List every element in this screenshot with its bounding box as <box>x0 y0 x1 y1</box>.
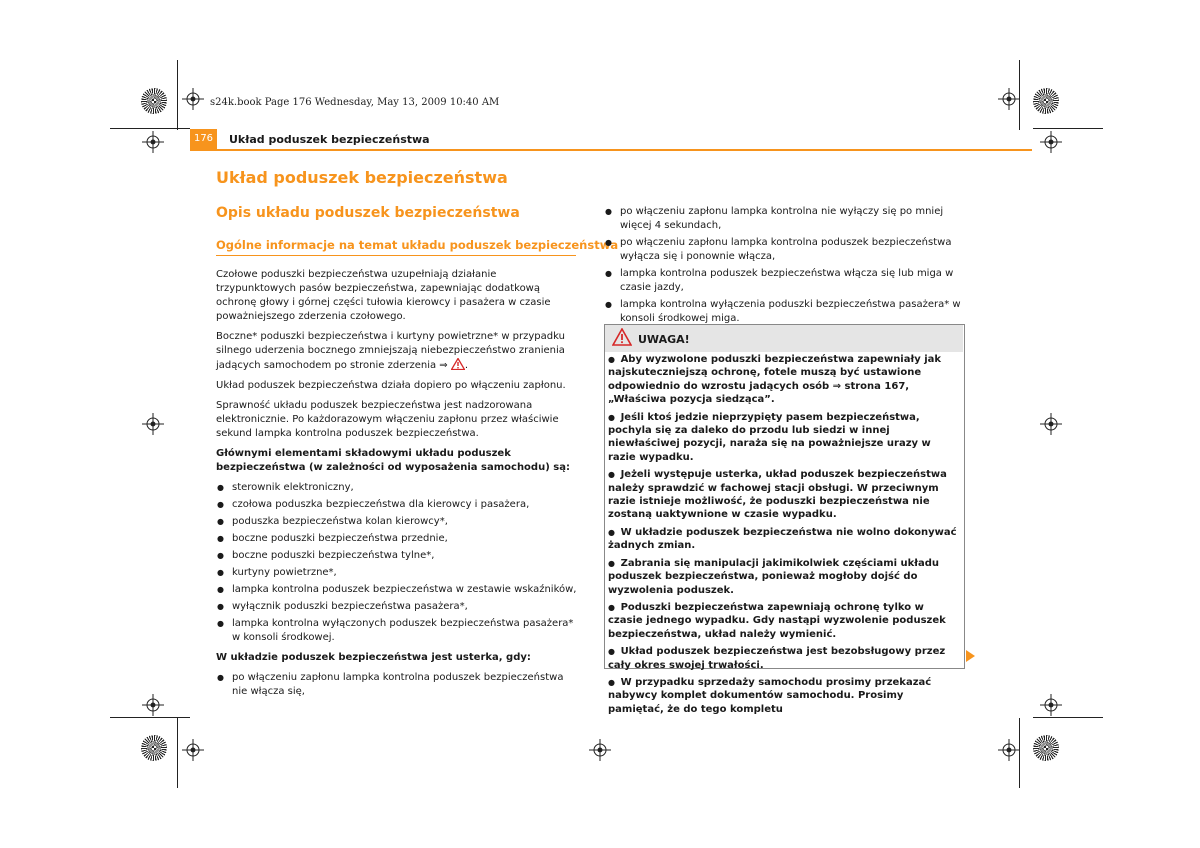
list-item: ● lampka kontrolna wyłączonych poduszek bezpieczeństwa pasażera* w konsoli środkowej. <box>216 617 578 645</box>
book-info: s24k.book Page 176 Wednesday, May 13, 2009 10:40 AM <box>210 97 500 108</box>
crosshair-mark <box>182 88 204 110</box>
crosshair-mark <box>1040 694 1062 716</box>
list-item: ● boczne poduszki bezpieczeństwa przednie, <box>216 532 578 546</box>
list-item: ● po włączeniu zapłonu lampka kontrolna nie wyłączy się po mniej więcej 4 sekundach, <box>604 205 966 233</box>
paragraph: Boczne* poduszki bezpieczeństwa i kurtyny powietrzne* w przypadku silnego uderzenia bocznego zmniejszają niebezpieczeństwo zranienia jadących samochodem po stronie zderzenia ⇒ . <box>216 331 565 371</box>
warning-item: ● Aby wyzwolone poduszki bezpieczeństwa zapewniały jak najskuteczniejszą ochronę, fotele muszą być ustawione odpowiednio do wzrostu jadących osób ⇒ strona 167, „Właściwa pozycja siedząca”. <box>608 353 960 407</box>
right-column <box>604 205 966 332</box>
crosshair-mark <box>1040 131 1062 153</box>
crosshair-mark <box>998 739 1020 761</box>
list-item: ● sterownik elektroniczny, <box>216 481 578 495</box>
warning-item: ● Układ poduszek bezpieczeństwa jest bezobsługowy przez cały okres swojej trwałości. <box>608 645 960 672</box>
page-number: 176 <box>193 133 214 144</box>
left-column <box>216 268 578 705</box>
warning-text <box>608 353 960 720</box>
registration-rosette <box>1033 735 1059 761</box>
crosshair-mark <box>589 739 611 761</box>
list-item: ● czołowa poduszka bezpieczeństwa dla kierowcy i pasażera, <box>216 498 578 512</box>
list-item: ● boczne poduszki bezpieczeństwa tylne*, <box>216 549 578 563</box>
crosshair-mark <box>142 131 164 153</box>
registration-rosette <box>141 88 167 114</box>
warning-item: ● W układzie poduszek bezpieczeństwa nie wolno dokonywać żadnych zmian. <box>608 526 960 553</box>
paragraph: Układ poduszek bezpieczeństwa działa dopiero po włączeniu zapłonu. <box>216 380 566 391</box>
paragraph: Czołowe poduszki bezpieczeństwa uzupełniają działanie trzypunktowych pasów bezpieczeństwa, zapewniając dodatkową ochronę głowy i górnej części tułowia kierowcy i pasażera w czasie poważniejszego zderzenia czołowego. <box>216 269 551 322</box>
components-list <box>216 481 578 645</box>
registration-rosette <box>1033 88 1059 114</box>
running-header: Układ poduszek bezpieczeństwa <box>229 133 430 146</box>
components-heading: Głównymi elementami składowymi układu poduszek bezpieczeństwa (w zależności od wyposażenia samochodu) są: <box>216 448 570 473</box>
crosshair-mark <box>182 739 204 761</box>
crosshair-mark <box>142 694 164 716</box>
warning-item: ● W przypadku sprzedaży samochodu prosimy przekazać nabywcy komplet dokumentów samochodu. Prosimy pamiętać, że do tego kompletu <box>608 676 960 716</box>
list-item: ● lampka kontrolna wyłączenia poduszki bezpieczeństwa pasażera* w konsoli środkowej miga. <box>604 298 966 326</box>
fault-list <box>216 671 578 699</box>
chapter-title: Układ poduszek bezpieczeństwa <box>216 168 508 187</box>
section-title: Opis układu poduszek bezpieczeństwa <box>216 205 520 221</box>
list-item: ● po włączeniu zapłonu lampka kontrolna poduszek bezpieczeństwa wyłącza się i ponownie włącza, <box>604 236 966 264</box>
fault-list-continued <box>604 205 966 326</box>
list-item: ● lampka kontrolna poduszek bezpieczeństwa włącza się lub miga w czasie jazdy, <box>604 267 966 295</box>
list-item: ● po włączeniu zapłonu lampka kontrolna poduszek bezpieczeństwa nie włącza się, <box>216 671 578 699</box>
list-item: ● poduszka bezpieczeństwa kolan kierowcy*, <box>216 515 578 529</box>
subsection-rule <box>216 255 576 256</box>
paragraph: Sprawność układu poduszek bezpieczeństwa jest nadzorowana elektronicznie. Po każdorazowym włączeniu zapłonu przez właściwie sekund lampka kontrolna poduszek bezpieczeństwa. <box>216 400 559 439</box>
list-item: ● lampka kontrolna poduszek bezpieczeństwa w zestawie wskaźników, <box>216 583 578 597</box>
crosshair-mark <box>142 413 164 435</box>
fault-heading: W układzie poduszek bezpieczeństwa jest usterka, gdy: <box>216 652 531 663</box>
warning-triangle-icon <box>612 328 632 346</box>
warning-ref-icon <box>451 358 465 370</box>
warning-item: ● Poduszki bezpieczeństwa zapewniają ochronę tylko w czasie jednego wypadku. Gdy nastąpi wyzwolenie poduszek bezpieczeństwa, układ należy wymienić. <box>608 601 960 641</box>
crosshair-mark <box>1040 413 1062 435</box>
warning-item: ● Jeśli ktoś jedzie nieprzypięty pasem bezpieczeństwa, pochyla się za daleko do przodu lub siedzi w innej niewłaściwej pozycji, naraża się na poważniejsze urazy w razie wypadku. <box>608 411 960 465</box>
registration-rosette <box>141 735 167 761</box>
list-item: ● kurtyny powietrzne*, <box>216 566 578 580</box>
warning-item: ● Zabrania się manipulacji jakimikolwiek częściami układu poduszek bezpieczeństwa, ponieważ mogłoby dojść do wyzwolenia poduszek. <box>608 557 960 597</box>
subsection-title: Ogólne informacje na temat układu poduszek bezpieczeństwa <box>216 238 619 252</box>
warning-title: UWAGA! <box>638 333 690 346</box>
warning-item: ● Jeżeli występuje usterka, układ poduszek bezpieczeństwa należy sprawdzić w fachowej stacji obsługi. W przeciwnym razie istnieje możliwość, że poduszki bezpieczeństwa nie zostaną uaktywnione w czasie wypadku. <box>608 468 960 522</box>
crosshair-mark <box>998 88 1020 110</box>
list-item: ● wyłącznik poduszki bezpieczeństwa pasażera*, <box>216 600 578 614</box>
continue-arrow-icon <box>966 650 975 662</box>
header-rule <box>190 149 1032 151</box>
